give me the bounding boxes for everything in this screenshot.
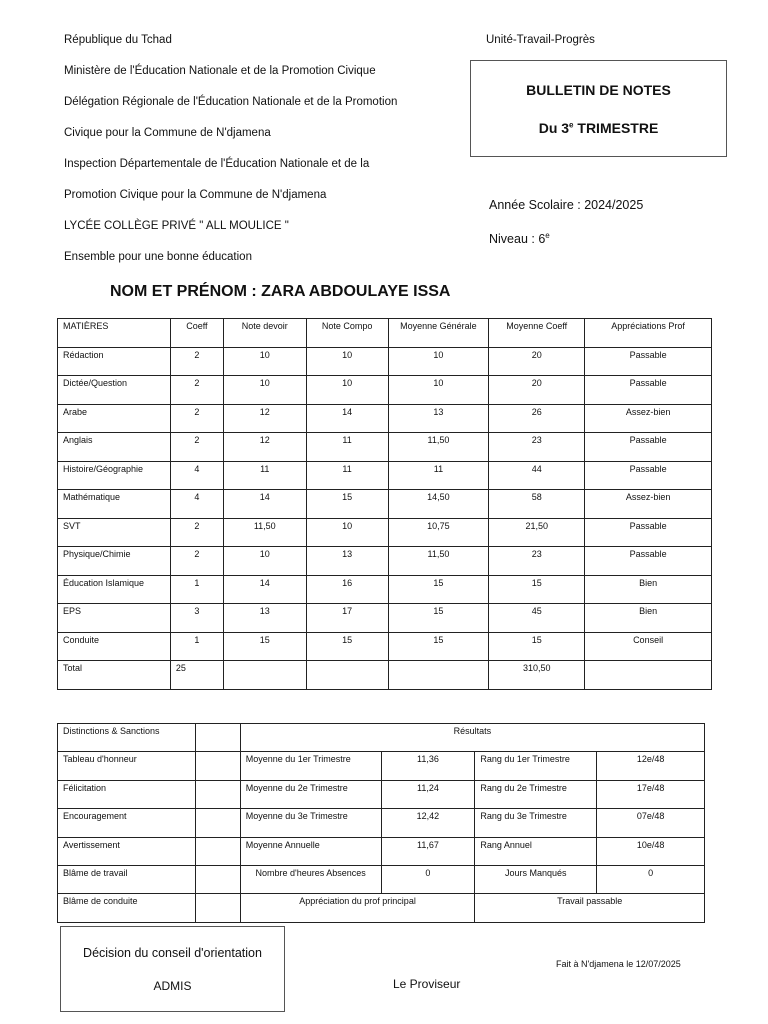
header-school-name: LYCÉE COLLÈGE PRIVÉ " ALL MOULICE " xyxy=(64,220,289,232)
grade-cell: 4 xyxy=(170,461,223,490)
grade-cell: 10 xyxy=(388,347,489,376)
subject-name: Conduite xyxy=(58,632,171,661)
header-delegation-line2: Civique pour la Commune de N'djamena xyxy=(64,127,271,139)
grade-cell: 11 xyxy=(388,461,489,490)
grade-cell: 10,75 xyxy=(388,518,489,547)
grades-header-cell: Note devoir xyxy=(223,319,306,348)
grade-cell: 13 xyxy=(388,404,489,433)
distinction-label: Blâme de travail xyxy=(58,865,196,893)
grades-row xyxy=(58,575,712,604)
level-prefix: Niveau : 6 xyxy=(489,232,546,247)
distinction-mark-cell xyxy=(195,752,240,780)
grades-table xyxy=(57,318,712,690)
grade-cell: 1 xyxy=(170,632,223,661)
subject-name: EPS xyxy=(58,604,171,633)
trimester-sup: e xyxy=(569,120,574,130)
distinctions-header: Distinctions & Sanctions xyxy=(58,724,196,752)
distinction-mark-cell xyxy=(195,837,240,865)
subject-name: Rédaction xyxy=(58,347,171,376)
grade-cell: 20 xyxy=(489,347,585,376)
grade-cell: 15 xyxy=(489,575,585,604)
grade-cell: 10 xyxy=(223,376,306,405)
result-value: 11,36 xyxy=(381,752,475,780)
header-republic: République du Tchad xyxy=(64,34,172,46)
result-label: Moyenne du 3e Trimestre xyxy=(240,809,381,837)
grade-cell: 15 xyxy=(306,490,388,519)
grade-cell: 14 xyxy=(306,404,388,433)
distinction-mark-cell xyxy=(195,780,240,808)
grade-cell: 11 xyxy=(306,433,388,462)
header-delegation-line1: Délégation Régionale de l'Éducation Nationale et de la Promotion xyxy=(64,96,398,108)
result-label: Jours Manqués xyxy=(475,865,597,893)
total-cell: 310,50 xyxy=(489,661,585,690)
grade-cell: 2 xyxy=(170,347,223,376)
grade-cell: 15 xyxy=(388,575,489,604)
grades-row xyxy=(58,433,712,462)
grade-cell: 15 xyxy=(489,632,585,661)
grade-cell: Assez-bien xyxy=(585,490,712,519)
grade-cell: 2 xyxy=(170,433,223,462)
subject-name: SVT xyxy=(58,518,171,547)
results-row xyxy=(58,780,705,808)
distinction-label: Encouragement xyxy=(58,809,196,837)
grade-cell: 2 xyxy=(170,404,223,433)
results-row xyxy=(58,809,705,837)
grades-row xyxy=(58,376,712,405)
result-label: Moyenne du 2e Trimestre xyxy=(240,780,381,808)
grade-cell: 2 xyxy=(170,376,223,405)
result-value: 11,67 xyxy=(381,837,475,865)
grade-cell: 2 xyxy=(170,518,223,547)
grades-header-cell: Appréciations Prof xyxy=(585,319,712,348)
bulletin-title: BULLETIN DE NOTES xyxy=(526,82,671,98)
grade-cell: 1 xyxy=(170,575,223,604)
distinction-mark-cell xyxy=(195,724,240,752)
grades-row xyxy=(58,347,712,376)
results-table xyxy=(57,723,705,923)
grades-row xyxy=(58,404,712,433)
grades-header-cell: MATIÈRES xyxy=(58,319,171,348)
grade-cell: 15 xyxy=(388,632,489,661)
grade-cell: 2 xyxy=(170,547,223,576)
total-cell xyxy=(306,661,388,690)
total-cell: 25 xyxy=(170,661,223,690)
decision-title: Décision du conseil d'orientation xyxy=(83,946,262,960)
grade-cell: 15 xyxy=(306,632,388,661)
result-label: Nombre d'heures Absences xyxy=(240,865,381,893)
grade-cell: 17 xyxy=(306,604,388,633)
subject-name: Anglais xyxy=(58,433,171,462)
result-label: Rang Annuel xyxy=(475,837,597,865)
grade-cell: 13 xyxy=(223,604,306,633)
grade-cell: 3 xyxy=(170,604,223,633)
grades-total-row xyxy=(58,661,712,690)
distinction-label: Avertissement xyxy=(58,837,196,865)
grade-cell: Passable xyxy=(585,433,712,462)
grade-cell: 10 xyxy=(388,376,489,405)
grade-cell: 21,50 xyxy=(489,518,585,547)
result-value: 0 xyxy=(597,865,705,893)
grade-cell: Passable xyxy=(585,547,712,576)
result-label: Moyenne Annuelle xyxy=(240,837,381,865)
grade-cell: 58 xyxy=(489,490,585,519)
grade-cell: Assez-bien xyxy=(585,404,712,433)
grade-cell: 4 xyxy=(170,490,223,519)
grades-header-cell: Moyenne Coeff xyxy=(489,319,585,348)
grade-cell: Passable xyxy=(585,461,712,490)
grade-cell: 23 xyxy=(489,433,585,462)
trimester-prefix: Du 3 xyxy=(538,120,570,136)
results-header: Résultats xyxy=(240,724,704,752)
grade-cell: 45 xyxy=(489,604,585,633)
grade-cell: 23 xyxy=(489,547,585,576)
grade-cell: 10 xyxy=(306,347,388,376)
subject-name: Arabe xyxy=(58,404,171,433)
results-row xyxy=(58,865,705,893)
grade-cell: 16 xyxy=(306,575,388,604)
grade-cell: 14,50 xyxy=(388,490,489,519)
distinction-label: Blâme de conduite xyxy=(58,894,196,922)
subject-name: Dictée/Question xyxy=(58,376,171,405)
grade-cell: 11,50 xyxy=(388,433,489,462)
trimester-suffix: TRIMESTRE xyxy=(573,120,659,136)
header-inspection-line2: Promotion Civique pour la Commune de N'djamena xyxy=(64,189,327,201)
grade-cell: 11 xyxy=(223,461,306,490)
header-school-slogan: Ensemble pour une bonne éducation xyxy=(64,251,252,263)
grades-row xyxy=(58,632,712,661)
distinction-label: Tableau d'honneur xyxy=(58,752,196,780)
grade-cell: Bien xyxy=(585,575,712,604)
proviseur-signature-label: Le Proviseur xyxy=(393,977,461,991)
grade-cell: 15 xyxy=(223,632,306,661)
total-cell: Total xyxy=(58,661,171,690)
grades-row xyxy=(58,461,712,490)
grades-row xyxy=(58,490,712,519)
distinction-mark-cell xyxy=(195,865,240,893)
grades-header-row xyxy=(58,319,712,348)
grade-cell: 12 xyxy=(223,433,306,462)
total-cell xyxy=(223,661,306,690)
level-sup: e xyxy=(545,231,550,240)
result-label: Moyenne du 1er Trimestre xyxy=(240,752,381,780)
subject-name: Physique/Chimie xyxy=(58,547,171,576)
bulletin-title-box xyxy=(470,60,727,157)
result-value: 11,24 xyxy=(381,780,475,808)
grade-cell: Passable xyxy=(585,518,712,547)
grade-cell: Bien xyxy=(585,604,712,633)
grade-cell: 14 xyxy=(223,490,306,519)
grades-header-cell: Note Compo xyxy=(306,319,388,348)
results-header-row xyxy=(58,724,705,752)
grade-cell: 26 xyxy=(489,404,585,433)
grade-cell: Passable xyxy=(585,347,712,376)
place-date: Fait à N'djamena le 12/07/2025 xyxy=(556,959,681,969)
school-year: Année Scolaire : 2024/2025 xyxy=(489,198,644,212)
national-motto: Unité-Travail-Progrès xyxy=(486,34,595,46)
result-value: 12,42 xyxy=(381,809,475,837)
grade-cell: Conseil xyxy=(585,632,712,661)
total-cell xyxy=(388,661,489,690)
grades-row xyxy=(58,604,712,633)
distinction-label: Félicitation xyxy=(58,780,196,808)
subject-name: Histoire/Géographie xyxy=(58,461,171,490)
results-row xyxy=(58,837,705,865)
grade-cell: 10 xyxy=(223,347,306,376)
grade-cell: 15 xyxy=(388,604,489,633)
header-inspection-line1: Inspection Départementale de l'Éducation Nationale et de la xyxy=(64,158,370,170)
result-label: Rang du 3e Trimestre xyxy=(475,809,597,837)
orientation-decision-box xyxy=(60,926,285,1012)
results-row xyxy=(58,752,705,780)
subject-name: Mathématique xyxy=(58,490,171,519)
prof-appreciation-value: Travail passable xyxy=(475,894,705,922)
result-value: 10e/48 xyxy=(597,837,705,865)
grades-row xyxy=(58,518,712,547)
header-ministry: Ministère de l'Éducation Nationale et de la Promotion Civique xyxy=(64,65,376,77)
student-name: NOM ET PRÉNOM : ZARA ABDOULAYE ISSA xyxy=(110,283,451,300)
distinction-mark-cell xyxy=(195,894,240,922)
grade-cell: 44 xyxy=(489,461,585,490)
result-label: Rang du 1er Trimestre xyxy=(475,752,597,780)
result-value: 12e/48 xyxy=(597,752,705,780)
grades-header-cell: Moyenne Générale xyxy=(388,319,489,348)
grade-cell: 14 xyxy=(223,575,306,604)
distinction-mark-cell xyxy=(195,809,240,837)
result-label: Rang du 2e Trimestre xyxy=(475,780,597,808)
grade-cell: 10 xyxy=(306,376,388,405)
grade-cell: 10 xyxy=(306,518,388,547)
subject-name: Éducation Islamique xyxy=(58,575,171,604)
grade-cell: 12 xyxy=(223,404,306,433)
grades-header-cell: Coeff xyxy=(170,319,223,348)
results-last-row xyxy=(58,894,705,922)
grade-cell: 11,50 xyxy=(223,518,306,547)
grade-cell: 20 xyxy=(489,376,585,405)
decision-value: ADMIS xyxy=(153,979,192,993)
grades-row xyxy=(58,547,712,576)
grade-cell: Passable xyxy=(585,376,712,405)
grade-cell: 11 xyxy=(306,461,388,490)
result-value: 17e/48 xyxy=(597,780,705,808)
class-level xyxy=(489,231,550,246)
result-value: 0 xyxy=(381,865,475,893)
result-value: 07e/48 xyxy=(597,809,705,837)
bulletin-trimester xyxy=(471,120,726,136)
grade-cell: 13 xyxy=(306,547,388,576)
total-cell xyxy=(585,661,712,690)
prof-appreciation-label: Appréciation du prof principal xyxy=(240,894,475,922)
grade-cell: 11,50 xyxy=(388,547,489,576)
grade-cell: 10 xyxy=(223,547,306,576)
